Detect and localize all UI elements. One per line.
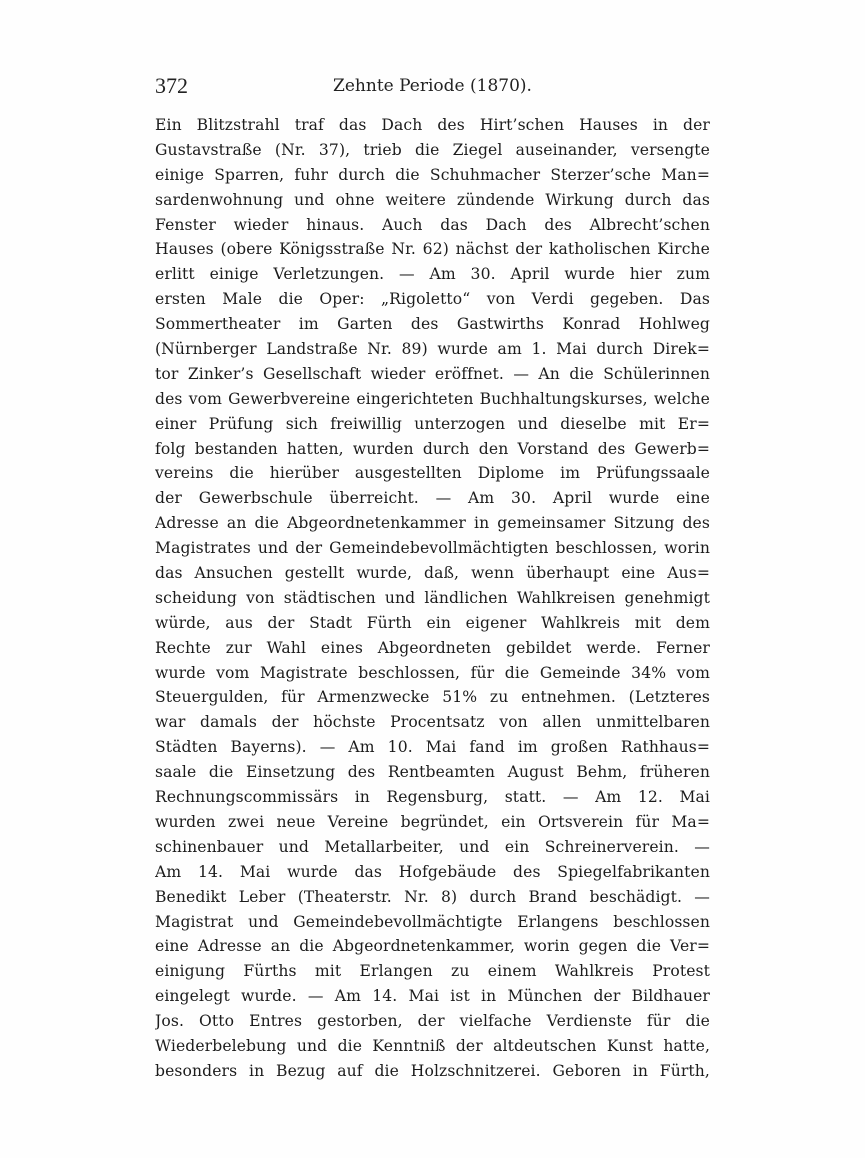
text-line: sardenwohnung und ohne weitere zündende Wirkung durch das: [155, 190, 710, 209]
text-line: erlitt einige Verletzungen. — Am 30. April wurde hier zum: [155, 265, 710, 284]
text-line: einige Sparren, fuhr durch die Schuhmacher Sterzer’sche Man=: [155, 165, 710, 184]
text-line: wurden zwei neue Vereine begründet, ein Ortsverein für Ma=: [155, 812, 710, 831]
text-line: wurde vom Magistrate beschlossen, für die Gemeinde 34% vom: [155, 663, 710, 682]
text-line: Steuergulden, für Armenzwecke 51% zu entnehmen. (Letzteres: [155, 688, 710, 707]
text-line: (Nürnberger Landstraße Nr. 89) wurde am 1. Mai durch Direk=: [155, 340, 710, 359]
text-line: würde, aus der Stadt Fürth ein eigener Wahlkreis mit dem: [155, 613, 710, 632]
text-line: ersten Male die Oper: „Rigoletto“ von Verdi gegeben. Das: [155, 290, 710, 309]
text-line: Rechte zur Wahl eines Abgeordneten gebildet werde. Ferner: [155, 638, 710, 657]
text-line: saale die Einsetzung des Rentbeamten August Behm, früheren: [155, 763, 710, 782]
text-line: Jos. Otto Entres gestorben, der vielfache Verdienste für die: [155, 1012, 710, 1031]
text-line: Magistrat und Gemeindebevollmächtigte Erlangens beschlossen: [155, 912, 710, 931]
text-line: Adresse an die Abgeordnetenkammer in gemeinsamer Sitzung des: [155, 514, 710, 533]
text-line: tor Zinker’s Gesellschaft wieder eröffnet. — An die Schülerinnen: [155, 364, 710, 383]
text-line: Benedikt Leber (Theaterstr. Nr. 8) durch Brand beschädigt. —: [155, 887, 710, 906]
text-line: schinenbauer und Metallarbeiter, und ein Schreinerverein. —: [155, 837, 710, 856]
text-line: Rechnungscommissärs in Regensburg, statt. — Am 12. Mai: [155, 788, 710, 807]
text-line: scheidung von städtischen und ländlichen Wahlkreisen genehmigt: [155, 588, 710, 607]
text-line: Wiederbelebung und die Kenntniß der altdeutschen Kunst hatte,: [155, 1036, 710, 1055]
page-number: 372: [155, 73, 188, 98]
text-line: folg bestanden hatten, wurden durch den Vorstand des Gewerb=: [155, 439, 710, 458]
text-line: des vom Gewerbvereine eingerichteten Buchhaltungskurses, welche: [155, 389, 710, 408]
page-header: [155, 68, 710, 104]
text-line: Am 14. Mai wurde das Hofgebäude des Spiegelfabrikanten: [155, 862, 710, 881]
text-line: Ein Blitzstrahl traf das Dach des Hirt’schen Hauses in der: [155, 116, 710, 134]
text-line: einigung Fürths mit Erlangen zu einem Wahlkreis Protest: [155, 962, 710, 981]
text-line: Städten Bayerns). — Am 10. Mai fand im großen Rathhaus=: [155, 738, 710, 757]
running-head: Zehnte Periode (1870).: [333, 76, 532, 96]
text-line: Sommertheater im Garten des Gastwirths Konrad Hohlweg: [155, 315, 710, 334]
text-line: Magistrates und der Gemeindebevollmächtigten beschlossen, worin: [155, 539, 710, 558]
text-line: vereins die hierüber ausgestellten Diplome im Prüfungssaale: [155, 464, 710, 483]
text-line: der Gewerbschule überreicht. — Am 30. April wurde eine: [155, 489, 710, 508]
body-text: [155, 113, 710, 1084]
text-line: einer Prüfung sich freiwillig unterzogen und dieselbe mit Er=: [155, 414, 710, 433]
text-line: das Ansuchen gestellt wurde, daß, wenn überhaupt eine Aus=: [155, 564, 710, 583]
text-line: Gustavstraße (Nr. 37), trieb die Ziegel auseinander, versengte: [155, 140, 710, 159]
text-line: eingelegt wurde. — Am 14. Mai ist in München der Bildhauer: [155, 987, 710, 1006]
text-line: eine Adresse an die Abgeordnetenkammer, worin gegen die Ver=: [155, 937, 710, 956]
text-line: Fenster wieder hinaus. Auch das Dach des Albrecht’schen: [155, 215, 710, 234]
text-line: Hauses (obere Königsstraße Nr. 62) nächst der katholischen Kirche: [155, 240, 710, 259]
text-line: besonders in Bezug auf die Holzschnitzerei. Geboren in Fürth,: [155, 1061, 710, 1080]
text-line: war damals der höchste Procentsatz von allen unmittelbaren: [155, 713, 710, 732]
